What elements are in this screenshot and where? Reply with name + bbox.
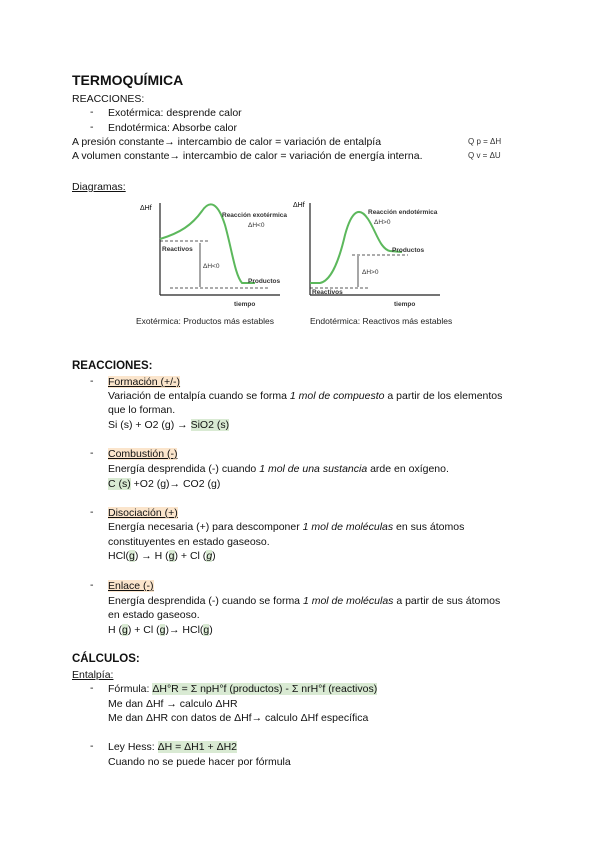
enlace-eq-part: ) + Cl ( — [127, 624, 160, 636]
disociacion-eq-g: g — [168, 550, 175, 562]
enlace-desc — [108, 594, 500, 608]
calculos-heading: CÁLCULOS: — [72, 653, 140, 665]
volume-line: A volumen constante→ intercambio de calor = variación de energía interna. — [72, 150, 423, 162]
formacion-title — [108, 375, 180, 389]
exo-reaction-label: Reacción exotérmica — [222, 212, 288, 219]
combustion-name: Combustión (-) — [108, 448, 178, 460]
formacion-desc — [108, 389, 502, 403]
page-title: TERMOQUÍMICA — [72, 72, 184, 88]
endo-dh-label: ΔH>0 — [374, 219, 391, 226]
disociacion-desc-post: en sus átomos — [393, 521, 465, 533]
bullet-dash: - — [90, 375, 94, 387]
endo-xaxis-label: tiempo — [394, 301, 416, 308]
combustion-equation — [108, 477, 220, 491]
disociacion-eq-part: HCl( — [108, 550, 129, 562]
endo-reactivos-label: Reactivos — [312, 289, 343, 296]
enlace-desc-pre: Energía desprendida (-) cuando se forma — [108, 595, 303, 607]
disociacion-desc-line2: constituyentes en estado gaseoso. — [108, 536, 270, 548]
exo-productos-label: Productos — [248, 278, 281, 285]
formula-label: Fórmula: — [108, 683, 153, 695]
endo-inner-dh-label: ΔH>0 — [362, 269, 379, 276]
hess-line — [108, 740, 237, 754]
enlace-desc-em: 1 mol de moléculas — [302, 595, 394, 607]
combustion-title — [108, 447, 177, 461]
enlace-eq-g: g — [122, 624, 128, 636]
reacciones-heading: REACCIONES: — [72, 360, 153, 372]
exo-yaxis-label: ΔHf — [140, 205, 152, 212]
pressure-line: A presión constante→ intercambio de calor = variación de entalpía — [72, 136, 382, 148]
exo-item: Exotérmica: desprende calor — [108, 107, 242, 119]
bullet-dash: - — [90, 121, 94, 133]
enlace-desc-post: a partir de sus átomos — [393, 595, 501, 607]
combustion-desc — [108, 462, 449, 476]
hess-expression: ΔH = ΔH1 + ΔH2 — [157, 741, 238, 753]
formacion-desc-post: a partir de los elementos — [384, 390, 503, 402]
bullet-dash: - — [90, 579, 94, 591]
disociacion-eq-part: ) + Cl ( — [174, 550, 207, 562]
combustion-desc-post: arde en oxígeno. — [367, 463, 449, 475]
disociacion-desc-em: 1 mol de moléculas — [302, 521, 394, 533]
enlace-equation — [108, 623, 213, 637]
combustion-desc-pre: Energía desprendida (-) cuando — [108, 463, 260, 475]
exo-inner-dh-label: ΔH<0 — [203, 263, 220, 270]
enlace-eq-part: H ( — [108, 624, 122, 636]
pressure-eq: Q p = ΔH — [468, 137, 502, 146]
endo-caption: Endotérmica: Reactivos más estables — [310, 316, 453, 326]
endo-yaxis-label: ΔHf — [293, 202, 305, 209]
bullet-dash: - — [90, 740, 94, 752]
exo-xaxis-label: tiempo — [234, 301, 256, 308]
exothermic-diagram — [130, 195, 290, 310]
disociacion-desc — [108, 520, 464, 534]
enlace-eq-part: ) — [209, 624, 213, 636]
formula-expression: ΔH°R = Σ npH°f (productos) - Σ nrH°f (reactivos) — [152, 683, 378, 695]
entalpia-subheading: Entalpía: — [72, 669, 114, 681]
formula-line — [108, 682, 377, 696]
endo-item: Endotérmica: Absorbe calor — [108, 122, 237, 134]
disociacion-eq-part: ) → H ( — [134, 550, 169, 562]
formula-note-2: Me dan ΔHR con datos de ΔHf→ calculo ΔHf específica — [108, 712, 369, 724]
disociacion-eq-g: g — [206, 550, 213, 562]
endo-productos-label: Productos — [392, 247, 425, 254]
enlace-name: Enlace (-) — [108, 580, 154, 592]
endothermic-diagram — [290, 195, 460, 310]
combustion-desc-em: 1 mol de una sustancia — [259, 463, 368, 475]
enlace-title — [108, 579, 154, 593]
bullet-dash: - — [90, 447, 94, 459]
formacion-desc-pre: Variación de entalpía cuando se forma — [108, 390, 290, 402]
enlace-desc-line2: en estado gaseoso. — [108, 609, 200, 621]
disociacion-desc-pre: Energía necesaria (+) para descomponer — [108, 521, 303, 533]
formula-note-1: Me dan ΔHf → calculo ΔHR — [108, 698, 238, 710]
formacion-desc-em: 1 mol de compuesto — [289, 390, 385, 402]
diagramas-label: Diagramas: — [72, 181, 126, 193]
enlace-eq-g: g — [203, 624, 210, 636]
disociacion-name: Disociación (+) — [108, 507, 178, 519]
exo-caption: Exotérmica: Productos más estables — [136, 316, 274, 326]
exo-dh-label: ΔH<0 — [248, 222, 265, 229]
enlace-eq-g: g — [159, 624, 166, 636]
hess-note: Cuando no se puede hacer por fórmula — [108, 756, 291, 768]
formacion-eq-highlight: SiO2 (s) — [190, 419, 230, 431]
formacion-eq-pre: Si (s) + O2 (g) → — [108, 419, 191, 431]
bullet-dash: - — [90, 106, 94, 118]
volume-eq: Q v = ΔU — [468, 151, 501, 160]
combustion-eq-highlight: C (s) — [108, 478, 131, 490]
disociacion-equation — [108, 549, 216, 563]
formacion-equation — [108, 418, 229, 432]
endo-reaction-label: Reacción endotérmica — [368, 209, 438, 216]
disociacion-title — [108, 506, 178, 520]
bullet-dash: - — [90, 506, 94, 518]
hess-label: Ley Hess: — [108, 741, 158, 753]
bullet-dash: - — [90, 682, 94, 694]
disociacion-eq-part: ) — [212, 550, 216, 562]
exo-reactivos-label: Reactivos — [162, 246, 193, 253]
combustion-eq-post: +O2 (g)→ CO2 (g) — [130, 478, 221, 490]
reacciones-label: REACCIONES: — [72, 93, 145, 105]
disociacion-eq-g: g — [129, 550, 135, 562]
formacion-name: Formación (+/-) — [108, 376, 181, 388]
formacion-desc-line2: que lo forman. — [108, 404, 176, 416]
enlace-eq-part: )→ HCl( — [165, 624, 204, 636]
